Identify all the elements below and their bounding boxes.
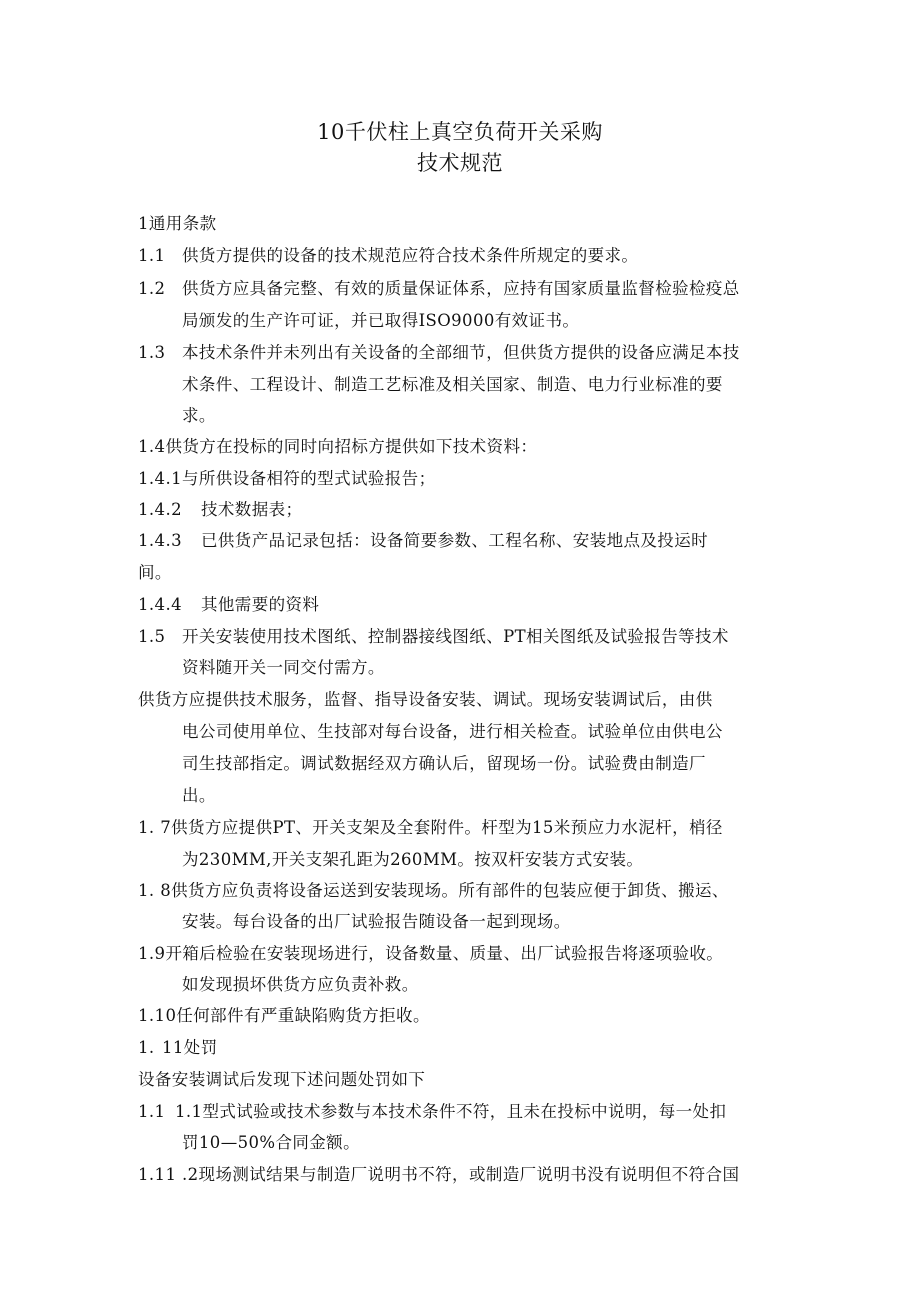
- clause-line: 1.1 供货方提供的设备的技术规范应符合技术条件所规定的要求。: [138, 246, 639, 265]
- clause-line: 1. 8供货方应负责将设备运送到安装现场。所有部件的包装应便于卸货、搬运、: [138, 881, 729, 900]
- document-subtitle: 技术规范: [417, 151, 503, 175]
- clause-continuation: 司生技部指定。调试数据经双方确认后，留现场一份。试验费由制造厂: [182, 754, 706, 773]
- clause-line: 1.10任何部件有严重缺陷购货方拒收。: [138, 1006, 430, 1025]
- clause-line: 1.2 供货方应具备完整、有效的质量保证体系，应持有国家质量监督检验检疫总: [138, 279, 740, 298]
- clause-line: 供货方应提供技术服务，监督、指导设备安装、调试。现场安装调试后，由供: [138, 690, 713, 709]
- clause-line: 1.4.4 其他需要的资料: [138, 595, 320, 614]
- section-heading: 1. 11处罚: [138, 1038, 218, 1057]
- clause-continuation: 术条件、工程设计、制造工艺标准及相关国家、制造、电力行业标准的要: [182, 375, 723, 394]
- clause-line: 1. 7供货方应提供PT、开关支架及全套附件。杆型为15米预应力水泥杆，梢径: [138, 818, 723, 837]
- clause-continuation: 安装。每台设备的出厂试验报告随设备一起到现场。: [182, 912, 571, 931]
- section-heading: 1通用条款: [138, 214, 217, 233]
- clause-continuation: 出。: [182, 786, 216, 805]
- clause-line: 1.3 本技术条件并未列出有关设备的全部细节，但供货方提供的设备应满足本技: [138, 343, 740, 362]
- clause-continuation: 电公司使用单位、生技部对每台设备，进行相关检查。试验单位由供电公: [182, 722, 723, 741]
- clause-line: 1.4.3 已供货产品记录包括：设备简要参数、工程名称、安装地点及投运时: [138, 531, 708, 550]
- clause-line: 1.4.2 技术数据表；: [138, 500, 303, 519]
- clause-line: 1.5 开关安装使用技术图纸、控制器接线图纸、PT相关图纸及试验报告等技术: [138, 627, 729, 646]
- clause-continuation: 如发现损坏供货方应负责补救。: [182, 975, 419, 994]
- clause-line: 1.4.1与所供设备相符的型式试验报告；: [138, 469, 436, 488]
- clause-continuation: 间。: [138, 563, 172, 582]
- clause-line: 1.4供货方在投标的同时向招标方提供如下技术资料：: [138, 437, 538, 456]
- clause-line: 1.9开箱后检验在安装现场进行，设备数量、质量、出厂试验报告将逐项验收。: [138, 944, 724, 963]
- clause-continuation: 为230MM,开关支架孔距为260MM。按双杆安装方式安装。: [182, 850, 644, 869]
- clause-continuation: 资料随开关一同交付需方。: [182, 658, 385, 677]
- document-title: 10千伏柱上真空负荷开关采购: [317, 120, 603, 144]
- clause-line: 1.1 1.1型式试验或技术参数与本技术条件不符，且未在投标中说明，每一处扣: [138, 1102, 727, 1121]
- clause-continuation: 局颁发的生产许可证，并已取得ISO9000有效证书。: [182, 311, 580, 330]
- clause-continuation: 罚10—50%合同金额。: [182, 1133, 360, 1152]
- clause-line: 设备安装调试后发现下述问题处罚如下: [138, 1070, 426, 1089]
- clause-continuation: 求。: [182, 406, 216, 425]
- clause-line: 1.11 .2现场测试结果与制造厂说明书不符，或制造厂说明书没有说明但不符合国: [138, 1165, 740, 1184]
